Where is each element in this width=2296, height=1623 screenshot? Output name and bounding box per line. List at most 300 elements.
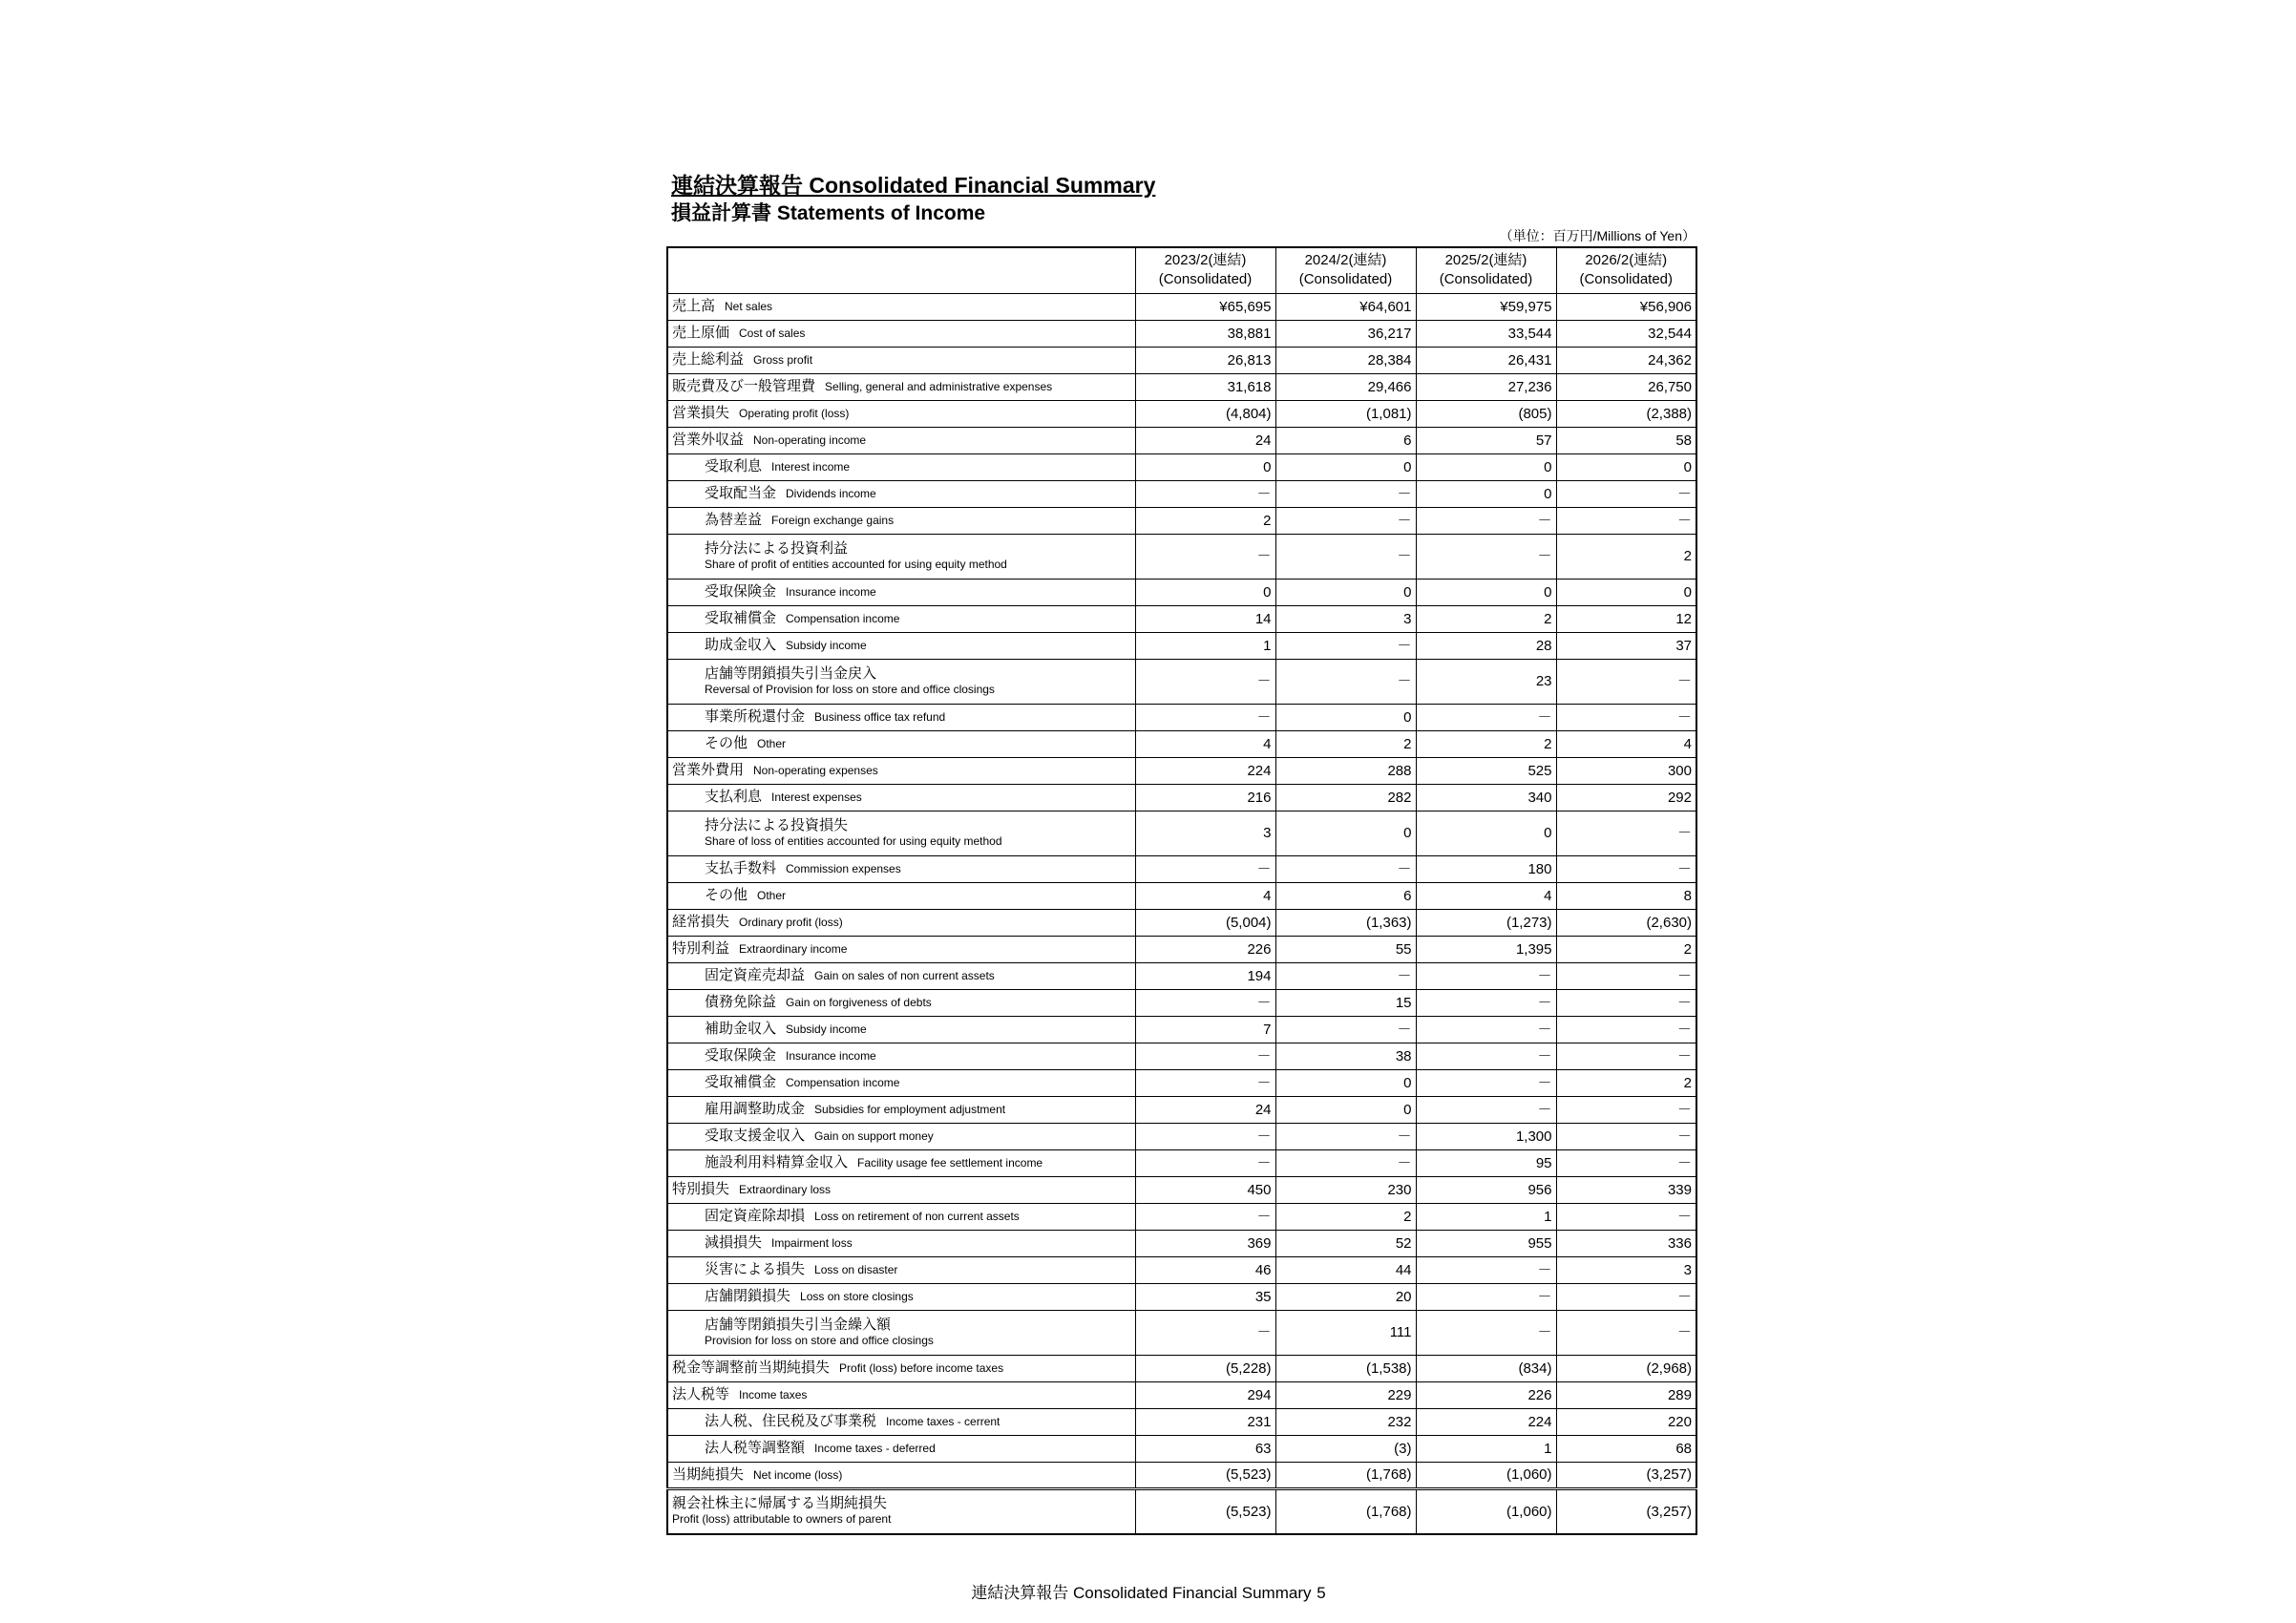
table-row [667,1149,1696,1176]
value-cell: 0 [1275,453,1416,480]
value-cell: (5,523) [1135,1462,1275,1488]
table-row [667,1256,1696,1283]
row-label-en: Subsidy income [786,639,867,652]
value-cell: 229 [1275,1381,1416,1408]
row-label-cell [667,1283,1135,1310]
row-label-en: Operating profit (loss) [739,407,850,420]
value-cell: 300 [1556,757,1696,784]
value-cell: 58 [1556,427,1696,453]
row-label-en: Impairment loss [771,1236,853,1250]
row-label-ja: 施設利用料精算金収入 [705,1154,849,1170]
row-label-en: Net sales [725,300,773,313]
value-cell: (3) [1275,1435,1416,1462]
value-cell: 32,544 [1556,320,1696,347]
value-cell: 24 [1135,1096,1275,1123]
value-cell: 37 [1556,632,1696,659]
value-cell: 14 [1135,605,1275,632]
row-label-cell [667,1381,1135,1408]
value-cell: － [1556,480,1696,507]
row-label-ja: 支払利息 [705,789,763,805]
row-label-en: Provision for loss on store and office closings [705,1333,934,1347]
table-row [667,347,1696,373]
value-cell: (1,060) [1416,1462,1556,1488]
row-label-ja: 受取保険金 [705,583,777,600]
header-period-cell: 2024/2(連結) (Consolidated) [1275,247,1416,293]
row-label-en: Extraordinary income [739,942,848,956]
row-label-cell [667,1123,1135,1149]
row-label-cell [667,1462,1135,1488]
value-cell: 4 [1556,730,1696,757]
header-period-cell: 2026/2(連結) (Consolidated) [1556,247,1696,293]
income-statement-table [666,246,1697,1535]
value-cell: 0 [1556,453,1696,480]
table-row [667,400,1696,427]
value-cell: － [1556,1123,1696,1149]
row-label-cell [667,293,1135,320]
value-cell: (1,273) [1416,909,1556,936]
value-cell: － [1556,962,1696,989]
row-label-cell [667,882,1135,909]
row-label-cell [667,1149,1135,1176]
value-cell: － [1275,507,1416,534]
value-cell: 231 [1135,1408,1275,1435]
value-cell: － [1556,1283,1696,1310]
table-row [667,1355,1696,1381]
table-row [667,605,1696,632]
row-label-cell [667,579,1135,605]
row-label-ja: 当期純損失 [672,1465,745,1483]
row-label-cell [667,1203,1135,1230]
row-label-en: Foreign exchange gains [771,514,895,527]
row-label-ja: 支払手数料 [705,860,777,876]
row-label-en: Profit (loss) before income taxes [839,1361,1004,1375]
row-label-ja: 固定資産売却益 [705,967,806,983]
value-cell: 1,395 [1416,936,1556,962]
value-cell: － [1416,507,1556,534]
row-label-en: Share of loss of entities accounted for using equity method [705,833,1002,848]
value-cell: － [1275,659,1416,704]
row-label-cell [667,1230,1135,1256]
row-label-en: Commission expenses [786,862,901,875]
value-cell: － [1275,1149,1416,1176]
row-label-ja: 経常損失 [672,914,730,930]
row-label-en: Income taxes [739,1388,808,1402]
value-cell: － [1135,704,1275,730]
row-label-ja: 災害による損失 [705,1261,806,1277]
value-cell: 1 [1135,632,1275,659]
value-cell: ¥59,975 [1416,293,1556,320]
row-label-cell [667,936,1135,962]
table-row [667,1283,1696,1310]
table-row [667,659,1696,704]
value-cell: － [1556,1310,1696,1355]
value-cell: 36,217 [1275,320,1416,347]
value-cell: 20 [1275,1283,1416,1310]
header-period-cell: 2025/2(連結) (Consolidated) [1416,247,1556,293]
row-label-en: Other [757,889,787,902]
value-cell: 95 [1416,1149,1556,1176]
value-cell: (2,968) [1556,1355,1696,1381]
value-cell: 15 [1275,989,1416,1016]
row-label-en: Income taxes - deferred [814,1442,936,1455]
value-cell: 339 [1556,1176,1696,1203]
value-cell: 111 [1275,1310,1416,1355]
row-label-en: Loss on disaster [814,1263,898,1276]
row-label-ja: 店舗等閉鎖損失引当金繰入額 [705,1316,892,1333]
table-row [667,427,1696,453]
value-cell: 2 [1275,730,1416,757]
value-cell: 0 [1416,811,1556,855]
value-cell: － [1416,1310,1556,1355]
value-cell: 4 [1135,882,1275,909]
row-label-ja: 受取補償金 [705,610,777,626]
value-cell: 0 [1275,579,1416,605]
row-label-en: Profit (loss) attributable to owners of parent [672,1512,892,1527]
table-row [667,962,1696,989]
row-label-en: Cost of sales [739,327,806,340]
row-label-en: Share of profit of entities accounted for using equity method [705,557,1007,571]
value-cell: － [1416,962,1556,989]
value-cell: 4 [1416,882,1556,909]
row-label-cell [667,1355,1135,1381]
value-cell: － [1275,1123,1416,1149]
row-label-en: Interest expenses [771,790,862,804]
row-label-cell [667,1488,1135,1534]
table-row [667,1069,1696,1096]
row-label-ja: 固定資産除却損 [705,1208,806,1224]
row-label-en: Income taxes - cerrent [886,1415,1001,1428]
value-cell: 450 [1135,1176,1275,1203]
value-cell: 230 [1275,1176,1416,1203]
row-label-ja: 法人税、住民税及び事業税 [705,1413,877,1429]
row-label-en: Loss on retirement of non current assets [814,1210,1020,1223]
value-cell: － [1416,1043,1556,1069]
table-row [667,811,1696,855]
value-cell: 220 [1556,1408,1696,1435]
value-cell: 288 [1275,757,1416,784]
table-row [667,1096,1696,1123]
value-cell: 44 [1275,1256,1416,1283]
row-label-en: Non-operating expenses [753,764,878,777]
table-row [667,882,1696,909]
value-cell: － [1135,1043,1275,1069]
table-row [667,855,1696,882]
row-label-ja: 税金等調整前当期純損失 [672,1360,831,1376]
value-cell: 46 [1135,1256,1275,1283]
value-cell: ¥64,601 [1275,293,1416,320]
value-cell: 28,384 [1275,347,1416,373]
value-cell: － [1275,534,1416,579]
row-label-cell [667,480,1135,507]
value-cell: 216 [1135,784,1275,811]
value-cell: － [1556,507,1696,534]
value-cell: 194 [1135,962,1275,989]
value-cell: － [1135,480,1275,507]
value-cell: (1,363) [1275,909,1416,936]
value-cell: 2 [1556,1069,1696,1096]
statement-title: 損益計算書 Statements of Income [671,202,986,224]
value-cell: － [1135,989,1275,1016]
value-cell: (3,257) [1556,1462,1696,1488]
row-label-en: Non-operating income [753,433,867,447]
row-label-ja: その他 [705,735,748,751]
value-cell: 0 [1275,1096,1416,1123]
row-label-en: Interest income [771,460,851,474]
value-cell: － [1556,659,1696,704]
value-cell: 292 [1556,784,1696,811]
row-label-cell [667,1043,1135,1069]
value-cell: (1,081) [1275,400,1416,427]
value-cell: 336 [1556,1230,1696,1256]
value-cell: 26,813 [1135,347,1275,373]
value-cell: － [1556,704,1696,730]
value-cell: 23 [1416,659,1556,704]
row-label-en: Subsidy income [786,1022,867,1036]
table-row [667,1123,1696,1149]
value-cell: － [1416,1283,1556,1310]
value-cell: (1,768) [1275,1488,1416,1534]
value-cell: 6 [1275,882,1416,909]
value-cell: (834) [1416,1355,1556,1381]
value-cell: 0 [1135,579,1275,605]
row-label-ja: 助成金収入 [705,637,777,653]
table-row [667,989,1696,1016]
table-row [667,1310,1696,1355]
row-label-cell [667,1408,1135,1435]
table-row [667,909,1696,936]
table-row [667,784,1696,811]
value-cell: 0 [1416,480,1556,507]
value-cell: － [1275,632,1416,659]
value-cell: 1,300 [1416,1123,1556,1149]
value-cell: ¥65,695 [1135,293,1275,320]
row-label-ja: 特別利益 [672,940,730,957]
table-row [667,480,1696,507]
value-cell: － [1416,989,1556,1016]
value-cell: － [1556,855,1696,882]
row-label-en: Insurance income [786,1049,876,1063]
value-cell: 0 [1275,704,1416,730]
value-cell: － [1556,811,1696,855]
table-row [667,1408,1696,1435]
row-label-en: Net income (loss) [753,1467,843,1482]
value-cell: － [1416,534,1556,579]
row-label-cell [667,632,1135,659]
value-cell: 63 [1135,1435,1275,1462]
row-label-cell [667,1310,1135,1355]
value-cell: － [1556,1149,1696,1176]
table-row [667,1230,1696,1256]
row-label-en: Gross profit [753,353,813,367]
row-label-en: Business office tax refund [814,710,946,724]
value-cell: 52 [1275,1230,1416,1256]
value-cell: － [1416,1069,1556,1096]
value-cell: 340 [1416,784,1556,811]
table-row [667,757,1696,784]
value-cell: ¥56,906 [1556,293,1696,320]
value-cell: (805) [1416,400,1556,427]
value-cell: 0 [1135,453,1275,480]
value-cell: 294 [1135,1381,1275,1408]
table-row [667,293,1696,320]
row-label-ja: 受取支援金収入 [705,1128,806,1144]
row-label-en: Loss on store closings [800,1290,914,1303]
value-cell: － [1135,1069,1275,1096]
row-label-en: Gain on forgiveness of debts [786,996,932,1009]
row-label-cell [667,1435,1135,1462]
table-row [667,1203,1696,1230]
value-cell: － [1275,855,1416,882]
value-cell: 289 [1556,1381,1696,1408]
value-cell: 2 [1556,534,1696,579]
value-cell: 224 [1416,1408,1556,1435]
row-label-cell [667,1069,1135,1096]
row-label-en: Dividends income [786,487,876,500]
value-cell: 35 [1135,1283,1275,1310]
row-label-ja: 受取保険金 [705,1047,777,1064]
row-label-ja: 受取利息 [705,458,763,474]
value-cell: (1,538) [1275,1355,1416,1381]
value-cell: 24 [1135,427,1275,453]
row-label-ja: 持分法による投資損失 [705,816,849,833]
report-title: 連結決算報告 Consolidated Financial Summary [671,173,1156,198]
row-label-ja: 営業外費用 [672,762,745,778]
row-label-cell [667,507,1135,534]
value-cell: － [1275,480,1416,507]
row-label-en: Insurance income [786,585,876,599]
table-row [667,730,1696,757]
table-row [667,507,1696,534]
row-label-ja: 店舗等閉鎖損失引当金戻入 [705,664,877,682]
row-label-en: Reversal of Provision for loss on store and office closings [705,682,995,696]
value-cell: 8 [1556,882,1696,909]
value-cell: 0 [1416,579,1556,605]
value-cell: － [1135,659,1275,704]
value-cell: 226 [1135,936,1275,962]
page-footer [0,1579,2296,1603]
row-label-ja: 特別損失 [672,1181,730,1197]
value-cell: 2 [1275,1203,1416,1230]
table-row [667,632,1696,659]
row-label-ja: 補助金収入 [705,1021,777,1037]
row-label-cell [667,427,1135,453]
footer-text: 連結決算報告 Consolidated Financial Summary [971,1584,1312,1602]
value-cell: 226 [1416,1381,1556,1408]
value-cell: － [1556,1096,1696,1123]
value-cell: (3,257) [1556,1488,1696,1534]
row-label-cell [667,989,1135,1016]
value-cell: － [1135,1310,1275,1355]
table-row [667,1462,1696,1488]
row-label-en: Selling, general and administrative expenses [825,380,1053,393]
value-cell: 31,618 [1135,373,1275,400]
row-label-cell [667,534,1135,579]
row-label-ja: 受取補償金 [705,1074,777,1090]
table-row [667,373,1696,400]
value-cell: － [1275,1016,1416,1043]
value-cell: 1 [1416,1203,1556,1230]
value-cell: － [1135,1149,1275,1176]
value-cell: － [1135,855,1275,882]
value-cell: － [1135,534,1275,579]
value-cell: 232 [1275,1408,1416,1435]
row-label-ja: 営業損失 [672,405,730,421]
table-row [667,534,1696,579]
value-cell: (1,060) [1416,1488,1556,1534]
table-row [667,453,1696,480]
row-label-en: Subsidies for employment adjustment [814,1103,1006,1116]
row-label-ja: 販売費及び一般管理費 [672,378,816,394]
row-label-cell [667,757,1135,784]
row-label-ja: 為替差益 [705,512,763,528]
value-cell: 0 [1556,579,1696,605]
value-cell: 68 [1556,1435,1696,1462]
row-label-en: Compensation income [786,612,900,625]
value-cell: － [1416,1096,1556,1123]
value-cell: (2,630) [1556,909,1696,936]
row-label-cell [667,704,1135,730]
row-label-cell [667,855,1135,882]
row-label-cell [667,1016,1135,1043]
value-cell: － [1556,1043,1696,1069]
value-cell: 0 [1416,453,1556,480]
value-cell: － [1275,962,1416,989]
value-cell: － [1556,989,1696,1016]
value-cell: 38 [1275,1043,1416,1069]
value-cell: 0 [1275,811,1416,855]
value-cell: 3 [1556,1256,1696,1283]
row-label-ja: 店舗閉鎖損失 [705,1288,791,1304]
value-cell: 3 [1275,605,1416,632]
row-label-ja: 債務免除益 [705,994,777,1010]
row-label-cell [667,909,1135,936]
row-label-ja: 受取配当金 [705,485,777,501]
value-cell: 12 [1556,605,1696,632]
value-cell: 38,881 [1135,320,1275,347]
value-cell: 525 [1416,757,1556,784]
row-label-en: Extraordinary loss [739,1183,832,1196]
row-label-cell [667,962,1135,989]
row-label-cell [667,784,1135,811]
value-cell: (1,768) [1275,1462,1416,1488]
row-label-ja: 親会社株主に帰属する当期純損失 [672,1495,888,1512]
row-label-ja: 雇用調整助成金 [705,1101,806,1117]
value-cell: 1 [1416,1435,1556,1462]
row-label-cell [667,730,1135,757]
table-row [667,1435,1696,1462]
value-cell: 57 [1416,427,1556,453]
table-row [667,936,1696,962]
row-label-cell [667,1256,1135,1283]
value-cell: 2 [1416,605,1556,632]
value-cell: (2,388) [1556,400,1696,427]
value-cell: 4 [1135,730,1275,757]
row-label-ja: 売上原価 [672,325,730,341]
row-label-en: Facility usage fee settlement income [857,1156,1043,1170]
row-label-cell [667,659,1135,704]
value-cell: 955 [1416,1230,1556,1256]
row-label-en: Other [757,737,787,750]
value-cell: 28 [1416,632,1556,659]
table-row [667,704,1696,730]
value-cell: － [1416,704,1556,730]
value-cell: － [1416,1256,1556,1283]
row-label-cell [667,400,1135,427]
row-label-ja: 事業所税還付金 [705,708,806,725]
table-row [667,320,1696,347]
value-cell: 180 [1416,855,1556,882]
row-label-ja: 減損損失 [705,1234,763,1251]
